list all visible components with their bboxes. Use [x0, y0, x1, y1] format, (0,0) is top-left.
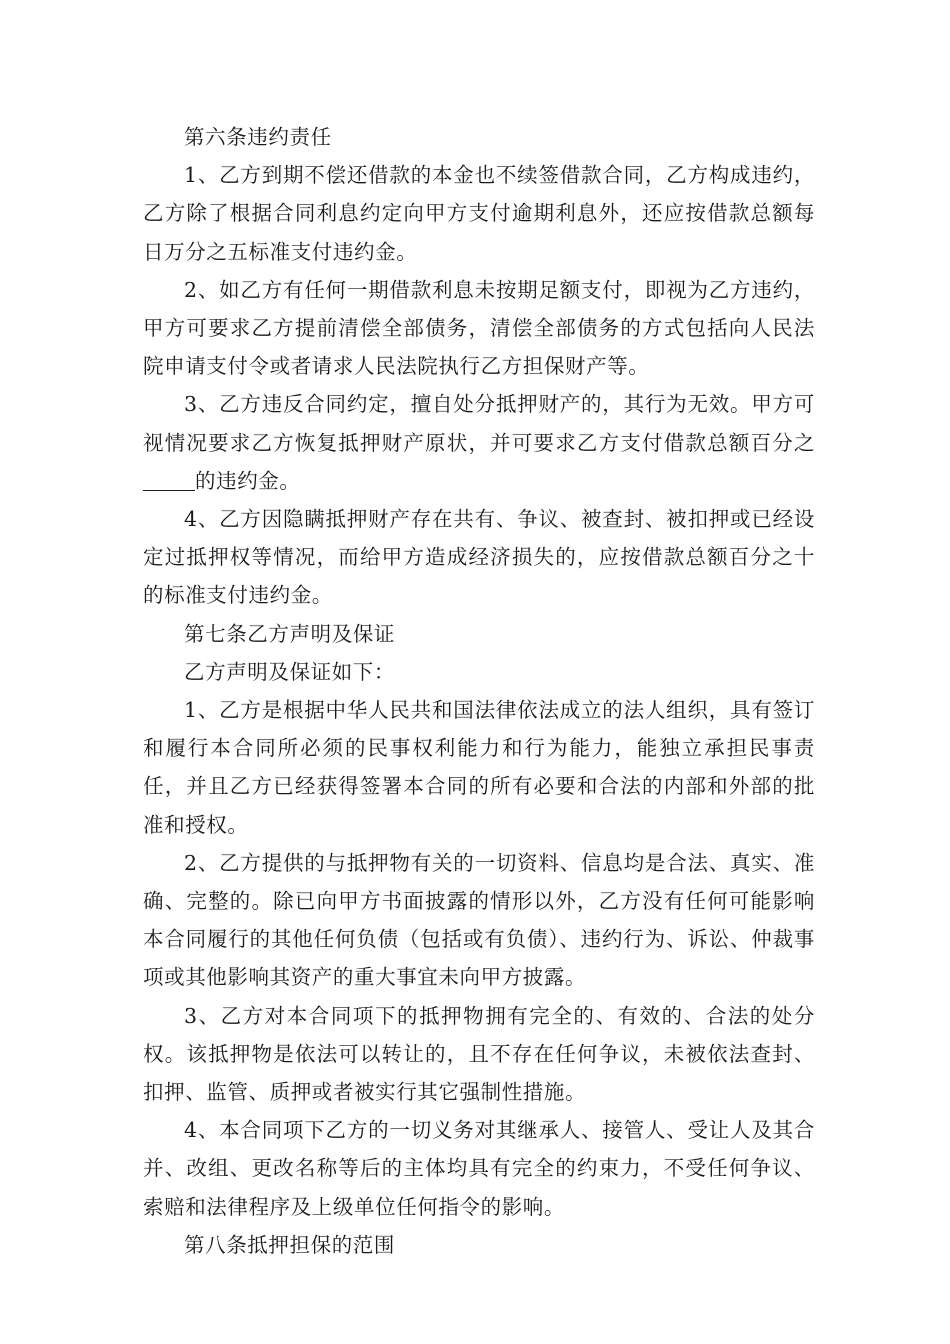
document-body [143, 118, 815, 1264]
article-7-heading: 第七条乙方声明及保证 [184, 621, 395, 646]
clause-3-text-after-blank: 的违约金。 [195, 468, 301, 493]
article-6-clause-1: 1、乙方到期不偿还借款的本金也不续签借款合同，乙方构成违约，乙方除了根据合同利息约定向甲方支付逾期利息外，还应按借款总额每日万分之五标准支付违约金。 [143, 163, 815, 264]
article-7-clause-1: 1、乙方是根据中华人民共和国法律依法成立的法人组织，具有签订和履行本合同所必须的民事权利能力和行为能力，能独立承担民事责任，并且乙方已经获得签署本合同的所有必要和合法的内部和外部的批准和授权。 [143, 698, 815, 837]
article-7-intro: 乙方声明及保证如下： [184, 659, 395, 684]
article-7-clause-4: 4、本合同项下乙方的一切义务对其继承人、接管人、受让人及其合并、改组、更改名称等后的主体均具有完全的约束力，不受任何争议、索赔和法律程序及上级单位任何指令的影响。 [143, 1118, 815, 1219]
article-6-clause-4: 4、乙方因隐瞒抵押财产存在共有、争议、被查封、被扣押或已经设定过抵押权等情况，而给甲方造成经济损失的，应按借款总额百分之十的标准支付违约金。 [143, 507, 815, 608]
article-8-heading: 第八条抵押担保的范围 [184, 1232, 395, 1257]
article-7-clause-3: 3、乙方对本合同项下的抵押物拥有完全的、有效的、合法的处分权。该抵押物是依法可以转让的，且不存在任何争议，未被依法查封、扣押、监管、质押或者被实行其它强制性措施。 [143, 1003, 815, 1105]
fill-in-blank [143, 468, 195, 491]
article-6-clause-3 [143, 385, 815, 500]
article-7-clause-2: 2、乙方提供的与抵押物有关的一切资料、信息均是合法、真实、准确、完整的。除已向甲方书面披露的情形以外，乙方没有任何可能影响本合同履行的其他任何负债（包括或有负债）、违约行为、诉讼、仲裁事项或其他影响其资产的重大事宜未向甲方披露。 [143, 850, 815, 990]
clause-3-text-before-blank: 3、乙方违反合同约定，擅自处分抵押财产的，其行为无效。甲方可视情况要求乙方恢复抵押财产原状，并可要求乙方支付借款总额百分之 [143, 392, 815, 455]
article-6-clause-2: 2、如乙方有任何一期借款利息未按期足额支付，即视为乙方违约，甲方可要求乙方提前清偿全部债务，清偿全部债务的方式包括向人民法院申请支付令或者请求人民法院执行乙方担保财产等。 [143, 277, 815, 379]
article-6-heading: 第六条违约责任 [184, 125, 332, 149]
